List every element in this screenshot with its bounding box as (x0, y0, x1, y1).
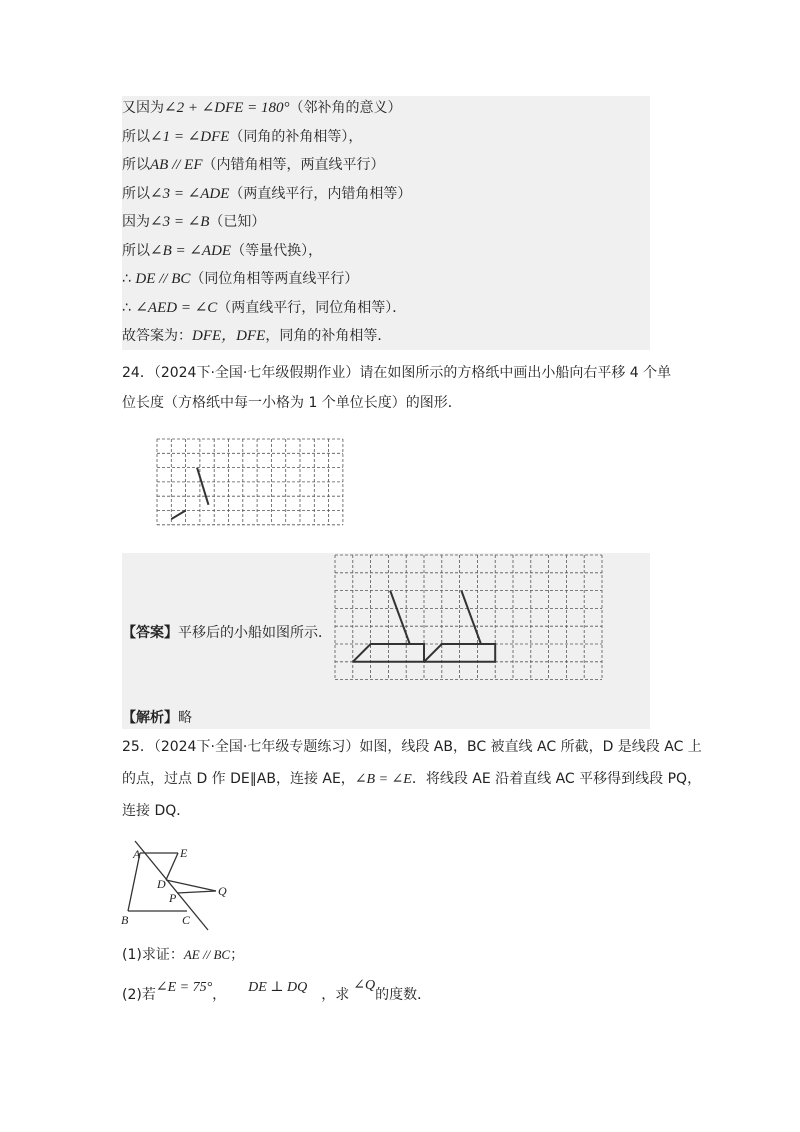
solution-line-pre: 所以 (122, 185, 150, 202)
q25-sub2-post: 的度数． (375, 987, 432, 1003)
solution-line-post: （同位角相等两直线平行） (190, 271, 359, 287)
solution-line-math: ∠2 + ∠DFE = 180° (164, 100, 290, 116)
q25-sub2-angle-e: ∠E = 75° (155, 980, 213, 995)
q25-angle-equal: ∠B = ∠E (354, 772, 412, 787)
label-p: P (169, 891, 177, 905)
q25-sub1-post: ； (230, 947, 245, 963)
solution-line-math: ∠B = ∠ADE (150, 242, 232, 259)
answer-text: 平移后的小船如图所示． (178, 625, 332, 641)
label-b: B (121, 913, 129, 927)
segment-de (166, 853, 178, 880)
line-ac (135, 841, 208, 930)
q25-sub1 (122, 944, 244, 966)
answer-label: 【答案】 (122, 625, 178, 641)
solution-line-post: （两直线平行，同位角相等）． (217, 299, 407, 316)
label-a: A (133, 847, 141, 861)
q25-sub2 (122, 978, 432, 1007)
solution-line-math: ∠1 = ∠DFE (150, 128, 230, 145)
q25-sub2-perp: DE ⊥ DQ (248, 980, 308, 995)
q24-analysis (122, 707, 192, 729)
q24-line-1: 24．（2024下·全国·七年级假期作业）请在如图所示的方格纸中画出小船向右平移 4 个单 (122, 365, 672, 381)
q25-sub2-sep: ， (212, 987, 227, 1003)
q25-line-2-a: 的点，过点 D 作 DE∥AB，连接 AE， (122, 771, 355, 787)
boat-grid-original (155, 437, 345, 535)
q25-line-1: 25．（2024下·全国·七年级专题练习）如图，线段 AB，BC 被直线 AC 所截，D 是线段 AC 上 (122, 739, 702, 755)
segment-dq (166, 880, 216, 891)
solution-line-pre: 所以 (122, 242, 150, 259)
label-e: E (180, 846, 188, 860)
solution-line-math: DE // BC (135, 271, 191, 287)
q25-sub2-pre: (2)若 (122, 987, 156, 1003)
geometry-figure (120, 838, 235, 933)
q25-line-3: 连接 DQ． (122, 803, 191, 819)
solution-line-post: （两直线平行，内错角相等） (229, 185, 412, 202)
solution-line-post: （同角的补角相等）， (229, 128, 363, 145)
solution-line-pre: ∴ (122, 299, 136, 316)
solution-line (122, 269, 358, 289)
solution-line-post: （已知） (209, 214, 266, 230)
solution-line (122, 184, 411, 204)
q25-sub2-mid: ，求 (321, 987, 350, 1003)
q24-answer (122, 622, 332, 644)
q25-line-2-b: ．将线段 AE 沿着直线 AC 平移得到线段 PQ， (411, 771, 702, 787)
solution-line-pre: ∴ (122, 271, 136, 287)
solution-line (122, 127, 362, 147)
analysis-label: 【解析】 (122, 710, 178, 726)
boat-shape (390, 591, 410, 644)
q25-sub2-angle-q: ∠Q (353, 978, 376, 993)
solution-line-pre: 所以 (122, 128, 150, 145)
solution-line-post: ，同角的补角相等． (265, 328, 392, 344)
analysis-text: 略 (178, 710, 192, 726)
segment-pq (177, 891, 216, 893)
solution-line-pre: 因为 (122, 214, 150, 230)
solution-line-math: ∠3 = ∠B (150, 214, 210, 230)
solution-line (122, 212, 265, 232)
solution-line (122, 155, 385, 175)
solution-line (122, 298, 406, 318)
solution-line-post: （等量代换）， (231, 242, 323, 259)
q25-sub1-math: AE // BC (183, 947, 231, 962)
solution-line-math: ∠AED = ∠C (135, 299, 218, 316)
q25-sub1-pre: (1)求证： (122, 947, 184, 963)
solution-line (122, 326, 391, 346)
solution-line (122, 241, 322, 261)
solution-line-math: ∠3 = ∠ADE (150, 185, 230, 202)
solution-line (122, 98, 402, 118)
boat-shape (461, 591, 481, 644)
solution-line-pre: 又因为 (122, 100, 164, 116)
boat-shape (197, 468, 208, 505)
solution-line-pre: 所以 (122, 157, 150, 173)
boat-grid-answer (333, 553, 613, 687)
boat-shape (171, 511, 185, 520)
solution-line-math: DFE，DFE (192, 328, 266, 344)
solution-line-post: （内错角相等，两直线平行） (202, 157, 385, 173)
solution-line-pre: 故答案为： (122, 328, 192, 344)
q24-line-2: 位长度（方格纸中每一小格为 1 个单位长度）的图形． (122, 395, 462, 411)
label-q: Q (218, 884, 227, 898)
segment-ab (128, 853, 140, 911)
label-c: C (182, 913, 191, 927)
label-d: D (157, 877, 166, 891)
solution-line-post: （邻补角的意义） (289, 100, 402, 116)
q25-line-2 (122, 768, 701, 791)
solution-line-math: AB // EF (150, 157, 203, 173)
